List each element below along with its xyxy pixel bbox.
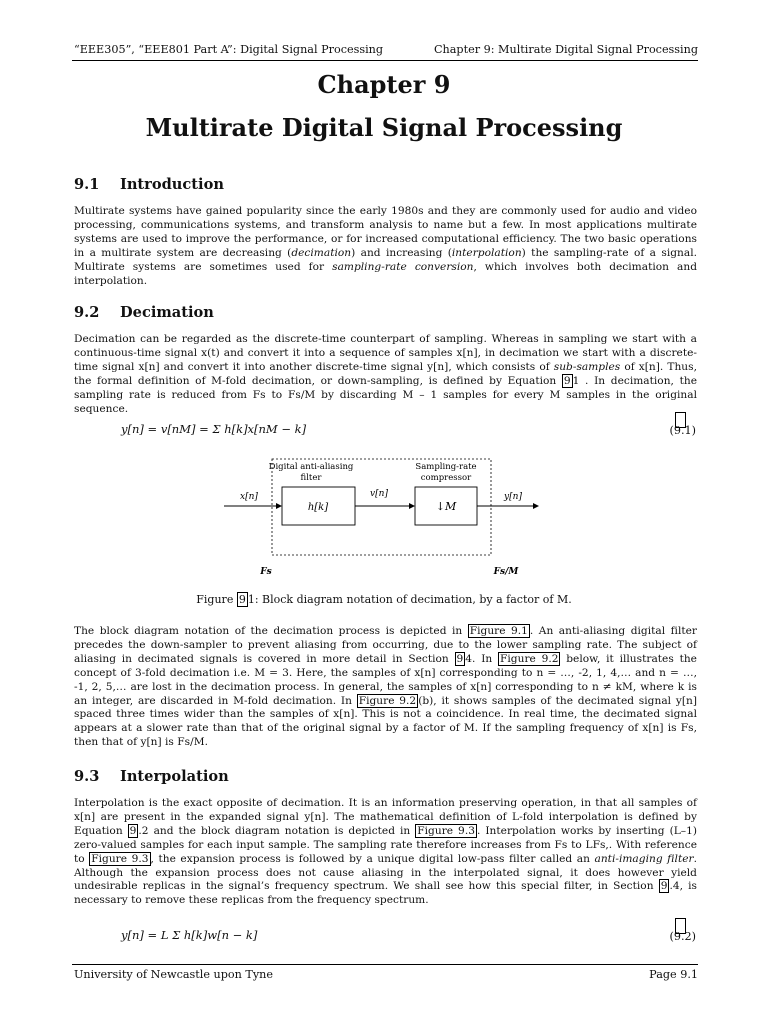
text-run: below, it illustrates the concept of 3-fold decimation i.e. M = 3. Here, the samples of x[n] corresponding to n = …, -2, 1, 4,… and n = …, -1, 2, 5,… are lost in the decimation process. In general, the samples of x[n] corresponding to n ≠ kM, where k is an integer, are discarded in M-fold decimation. In [74, 652, 697, 707]
footer-institution: University of Newcastle upon Tyne [74, 968, 274, 981]
input-arrowhead-icon [276, 503, 282, 509]
figure-number-box: 9 [238, 593, 246, 606]
text-run: Decimation can be regarded as the discrete-time counterpart of sampling. Whereas in sampling we start with a continuous-time signal x(t) and convert it into a sequence of samples x[n], in decimation we start with a discrete-time signal x[n] and convert it into another discrete-time signal y[n], which consists of [74, 333, 697, 373]
text-run: 1 . In decimation, the sampling rate is reduced from Fs to Fs/M by discarding M – 1 samples for every M samples in the original sequence. [74, 374, 697, 415]
signal-output-label: y[n] [504, 492, 522, 502]
figure-reference-link[interactable]: Figure 9.2 [500, 652, 559, 665]
paragraph-decimation-explained [74, 625, 697, 750]
filter-label-line1: Digital anti-aliasing [268, 462, 354, 472]
text-run: ) the sampling-rate of a signal. Multirate systems are sometimes used for [74, 246, 697, 273]
compressor-block-label: ↓M [435, 500, 457, 513]
section-reference-link[interactable]: 9 [660, 880, 668, 893]
equation-number: (9.1) [669, 424, 696, 437]
signal-input-label: x[n] [240, 492, 258, 502]
text-run: .4, is necessary to remove these replicas from the frequency spectrum. [74, 880, 697, 907]
section-title: Introduction [120, 176, 224, 193]
emphasis: sub-samples [553, 360, 621, 373]
running-footer [72, 964, 698, 985]
caption-text: Figure [196, 593, 237, 606]
figure-reference-link[interactable]: Figure 9.3 [417, 824, 475, 837]
rate-output-label: Fs/M [493, 567, 519, 577]
output-arrowhead-icon [533, 503, 539, 509]
filter-block-label: h[k] [307, 502, 329, 513]
decimation-block-diagram [0, 455, 768, 580]
paragraph-interpolation [74, 797, 697, 908]
caption-text: 1: Block diagram notation of decimation, by a factor of M. [247, 593, 572, 606]
text-run: of x[n]. Thus, the formal definition of M-fold decimation, or down-sampling, is defined by Equation [74, 360, 697, 387]
header-chapter: Chapter 9: Multirate Digital Signal Processing [434, 43, 698, 56]
figure-reference-link[interactable]: Figure 9.1 [469, 625, 528, 637]
section-title: Decimation [120, 304, 214, 321]
compressor-label-line1: Sampling-rate [415, 462, 477, 472]
section-heading-decimation [74, 304, 214, 321]
middle-arrowhead-icon [409, 503, 415, 509]
running-header [72, 42, 698, 61]
chapter-heading: Chapter 9 [317, 70, 451, 99]
paragraph-decimation [74, 333, 697, 416]
section-heading-introduction [74, 176, 224, 193]
section-title: Interpolation [120, 768, 229, 785]
equation-number: (9.2) [669, 930, 696, 943]
equation-reference[interactable]: 9 [563, 374, 571, 387]
section-number: 9.1 [74, 176, 100, 193]
signal-middle-label: v[n] [370, 489, 388, 499]
filter-label-line2: filter [300, 473, 322, 483]
text-run: Multirate systems have gained popularity since the early 1980s and they are commonly used for audio and video processing, communications systems, and transform analysis to name but a few. In most applications multirate systems are used to improve the performance, or for increased computational efficiency. The two basic operations in a multirate system are decreasing ( [74, 205, 697, 259]
text-run: The block diagram notation of the decimation process is depicted in [74, 625, 468, 637]
text-run: . An anti-aliasing digital filter precedes the down-sampler to prevent aliasing from occurring, due to the lower sampling rate. The subject of aliasing in decimated signals is covered in more detail in Section [74, 625, 698, 665]
equation-decimation: y[n] = v[nM] = Σ h[k]x[nM − k] [121, 422, 307, 436]
text-run: . Although the expansion process does not cause aliasing in the interpolated signal, it does however yield undesirable replicas in the signal’s frequency spectrum. We shall see how this special filter, in Section [74, 852, 697, 893]
emphasis: anti-imaging filter [594, 852, 694, 865]
text-run: Interpolation is the exact opposite of decimation. It is an information preserving operation, in that all samples of x[n] are present in the expanded signal y[n]. The mathematical definition of L-fold interpolation is defined by Equation [74, 797, 697, 837]
text-run: , the expansion process is followed by a unique digital low-pass filter called an [150, 852, 595, 865]
header-course: “EEE305”, “EEE801 Part A”: Digital Signal Processing [74, 43, 384, 56]
section-heading-interpolation [74, 768, 229, 785]
figure-caption [0, 593, 768, 606]
equation-interpolation: y[n] = L Σ h[k]w[n − k] [121, 928, 258, 942]
text-run: (b), it shows samples of the decimated signal y[n] spaced three times wider than the samples of x[n]. This is not a coincidence. In real time, the decimated signal appears at a slower rate than that of the original signal by a factor of M. If the sampling frequency of x[n] is Fs, then that of y[n] is Fs/M. [74, 694, 697, 749]
emphasis: interpolation [451, 246, 522, 259]
figure-reference-link[interactable]: Figure 9.3 [91, 852, 149, 865]
paragraph-introduction [74, 205, 697, 288]
text-run: .2 and the block diagram notation is depicted in [138, 824, 416, 837]
section-number: 9.3 [74, 768, 100, 785]
emphasis: decimation [291, 246, 352, 259]
text-run: , which involves both decimation and interpolation. [74, 260, 697, 287]
text-run: . Interpolation works by inserting (L–1) zero-valued samples for each input sample. The sampling rate therefore increases from Fs to LFs,. With reference to [74, 824, 698, 865]
compressor-label-line2: compressor [420, 473, 472, 483]
chapter-title: Multirate Digital Signal Processing [145, 113, 623, 142]
emphasis: sampling-rate conversion [332, 260, 474, 273]
section-number: 9.2 [74, 304, 100, 321]
text-run: 4. In [465, 652, 499, 665]
text-run: ) and increasing ( [351, 246, 452, 259]
equation-reference[interactable]: 9 [129, 824, 137, 837]
figure-reference-link[interactable]: Figure 9.2 [358, 694, 417, 707]
section-reference-link[interactable]: 9 [456, 652, 464, 665]
rate-input-label: Fs [260, 567, 272, 577]
footer-page-number: Page 9.1 [649, 968, 698, 981]
